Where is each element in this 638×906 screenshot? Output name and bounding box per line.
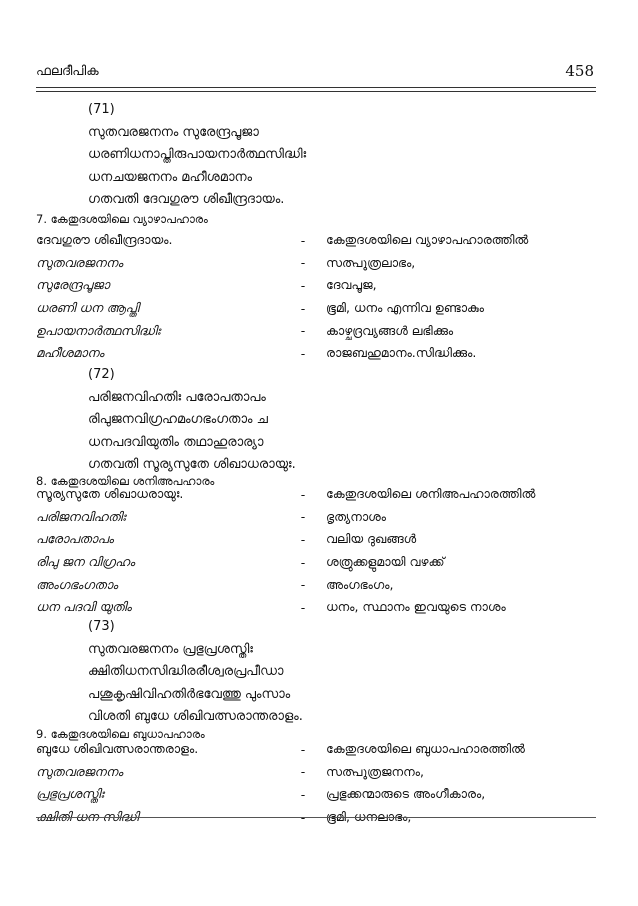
sanskrit-term: സുതവരജനനം <box>36 254 123 270</box>
dash-separator: - <box>300 345 306 361</box>
verse-line: ധനചയജനനം മഹീശമാനം <box>88 169 253 185</box>
verse-line: രിപുജനവിഗ്രഹമംഗഭംഗതാം ച <box>88 412 268 428</box>
sanskrit-term: പരോപതാപം <box>36 531 114 547</box>
sanskrit-term: ബുധേ ശിഖിവത്സരാന്തരാളം. <box>36 741 199 757</box>
table-row <box>36 738 596 761</box>
section-heading-7: 7. കേതുദശയിലെ വ്യാഴാപഹാരം <box>36 212 208 226</box>
table-row <box>36 573 596 596</box>
meaning-text: കേതുദശയിലെ ശനിഅപഹാരത്തിൽ <box>326 486 536 502</box>
verse-line: ക്ഷിതിധനസിദ്ധിരരീശ്വരപ്രപീഡാ <box>88 664 284 680</box>
dash-separator: - <box>300 255 306 271</box>
verse-72 <box>88 364 296 477</box>
sanskrit-term: സുരേന്ദ്രപൂജാ <box>36 277 110 293</box>
dash-separator: - <box>300 300 306 316</box>
verse-line: വിശതി ബുധേ ശിഖിവത്സരാന്തരാളം. <box>88 709 303 725</box>
dash-separator: - <box>300 323 306 339</box>
table-row <box>36 297 596 320</box>
dash-separator: - <box>300 577 306 593</box>
verse-line: ഗതവതി ദേവഗുരൗ ശിഖീന്ദ്രദായം. <box>88 192 285 208</box>
meaning-text: പ്രഭുക്കന്മാരുടെ അംഗീകാരം, <box>326 786 486 802</box>
meaning-text: അംഗഭംഗം, <box>326 576 394 592</box>
meaning-text: കേതുദശയിലെ ബുധാപഹാരത്തിൽ <box>326 741 525 757</box>
sanskrit-term: രിപു ജന വിഗ്രഹം <box>36 554 135 570</box>
sanskrit-term: ഉപായനാർത്ഥസിദ്ധിഃ <box>36 322 161 338</box>
sanskrit-term: ധരണി ധന ആപ്തി <box>36 300 139 316</box>
meaning-text: ഭൃത്യനാശം <box>326 508 386 524</box>
meaning-table-8 <box>36 483 596 619</box>
table-row <box>36 274 596 297</box>
sanskrit-term: സൂര്യസുതേ ശിഖാധരായുഃ. <box>36 486 184 502</box>
meaning-table-7 <box>36 229 596 365</box>
verse-number: (71) <box>88 102 115 117</box>
section-heading-9: 9. കേതുദശയിലെ ബുധാപഹാരം <box>36 727 205 741</box>
dash-separator: - <box>300 232 306 248</box>
section-heading-8: 8. കേതുദശയിലെ ശനിഅപഹാരം <box>36 474 215 488</box>
dash-separator: - <box>300 809 306 825</box>
sanskrit-term: ദേവഗുരൗ ശിഖീന്ദ്രദായം. <box>36 232 173 248</box>
running-header-title: ഫലദീപിക <box>36 64 99 79</box>
table-row <box>36 783 596 806</box>
meaning-text: കാഴ്ചദ്രവ്യങ്ങൾ ലഭിക്കും <box>326 322 454 338</box>
verse-number: (72) <box>88 367 115 382</box>
meaning-text: ഭൂമി, ധനലാഭം, <box>326 809 412 825</box>
verse-line: ഗതവതി സൂര്യസുതേ ശിഖാധരായുഃ. <box>88 457 296 473</box>
footer-rule <box>36 817 596 818</box>
verse-73 <box>88 616 303 729</box>
verse-line: പരിജനവിഹതിഃ പരോപതാപം <box>88 389 266 405</box>
sanskrit-term: സുതവരജനനം <box>36 763 123 779</box>
meaning-text: ശത്രുക്കളുമായി വഴക്ക് <box>326 554 445 570</box>
sanskrit-term: മഹീശമാനം <box>36 345 105 361</box>
verse-71 <box>88 99 306 212</box>
meaning-text: വലിയ ദുഖങ്ങൾ <box>326 531 417 547</box>
table-row <box>36 229 596 252</box>
table-row <box>36 761 596 784</box>
verse-line: പശുകൃഷിവിഹതിർഭവേത്തു പുംസാം <box>88 686 291 702</box>
table-row <box>36 342 596 365</box>
table-row <box>36 483 596 506</box>
table-row <box>36 551 596 574</box>
dash-separator: - <box>300 764 306 780</box>
sanskrit-term: ധന പദവി യുതിം <box>36 599 132 615</box>
meaning-text: ദേവപൂജ, <box>326 277 377 293</box>
meaning-text: കേതുദശയിലെ വ്യാഴാപഹാരത്തിൽ <box>326 232 529 248</box>
sanskrit-term: പരിജനവിഹതിഃ <box>36 508 126 524</box>
meaning-table-9 <box>36 738 596 828</box>
header-rule-top <box>36 87 596 88</box>
sanskrit-term: പ്രഭുപ്രശസ്തിഃ <box>36 786 104 802</box>
header-rule-bottom <box>36 91 596 92</box>
table-row <box>36 528 596 551</box>
page-number: 458 <box>565 62 594 80</box>
sanskrit-term: ക്ഷിതി ധന സിദ്ധി <box>36 809 139 825</box>
table-row <box>36 506 596 529</box>
dash-separator: - <box>300 486 306 502</box>
verse-line: സുതവരജനനം സുരേന്ദ്രപൂജാ <box>88 124 259 140</box>
meaning-text: ധനം, സ്ഥാനം ഇവയുടെ നാശം <box>326 599 506 615</box>
table-row <box>36 252 596 275</box>
meaning-text: രാജബഹുമാനം.സിദ്ധിക്കും. <box>326 345 477 361</box>
verse-line: സുതവരജനനം പ്രഭുപ്രശസ്തിഃ <box>88 641 253 657</box>
dash-separator: - <box>300 599 306 615</box>
dash-separator: - <box>300 531 306 547</box>
dash-separator: - <box>300 741 306 757</box>
dash-separator: - <box>300 554 306 570</box>
meaning-text: സത്പുത്രജനനം, <box>326 763 424 779</box>
sanskrit-term: അംഗഭംഗതാം <box>36 576 118 592</box>
dash-separator: - <box>300 509 306 525</box>
verse-line: ധരണിധനാപ്തിരുപായനാർത്ഥസിദ്ധിഃ <box>88 147 307 163</box>
meaning-text: ഭൂമി, ധനം എന്നിവ ഉണ്ടാകും <box>326 300 484 316</box>
table-row <box>36 319 596 342</box>
dash-separator: - <box>300 786 306 802</box>
dash-separator: - <box>300 277 306 293</box>
meaning-text: സത്പുത്രലാഭം, <box>326 254 416 270</box>
verse-number: (73) <box>88 619 115 634</box>
verse-line: ധനപദവിയുതിം തഥാഹുരാര്യാ <box>88 434 264 450</box>
